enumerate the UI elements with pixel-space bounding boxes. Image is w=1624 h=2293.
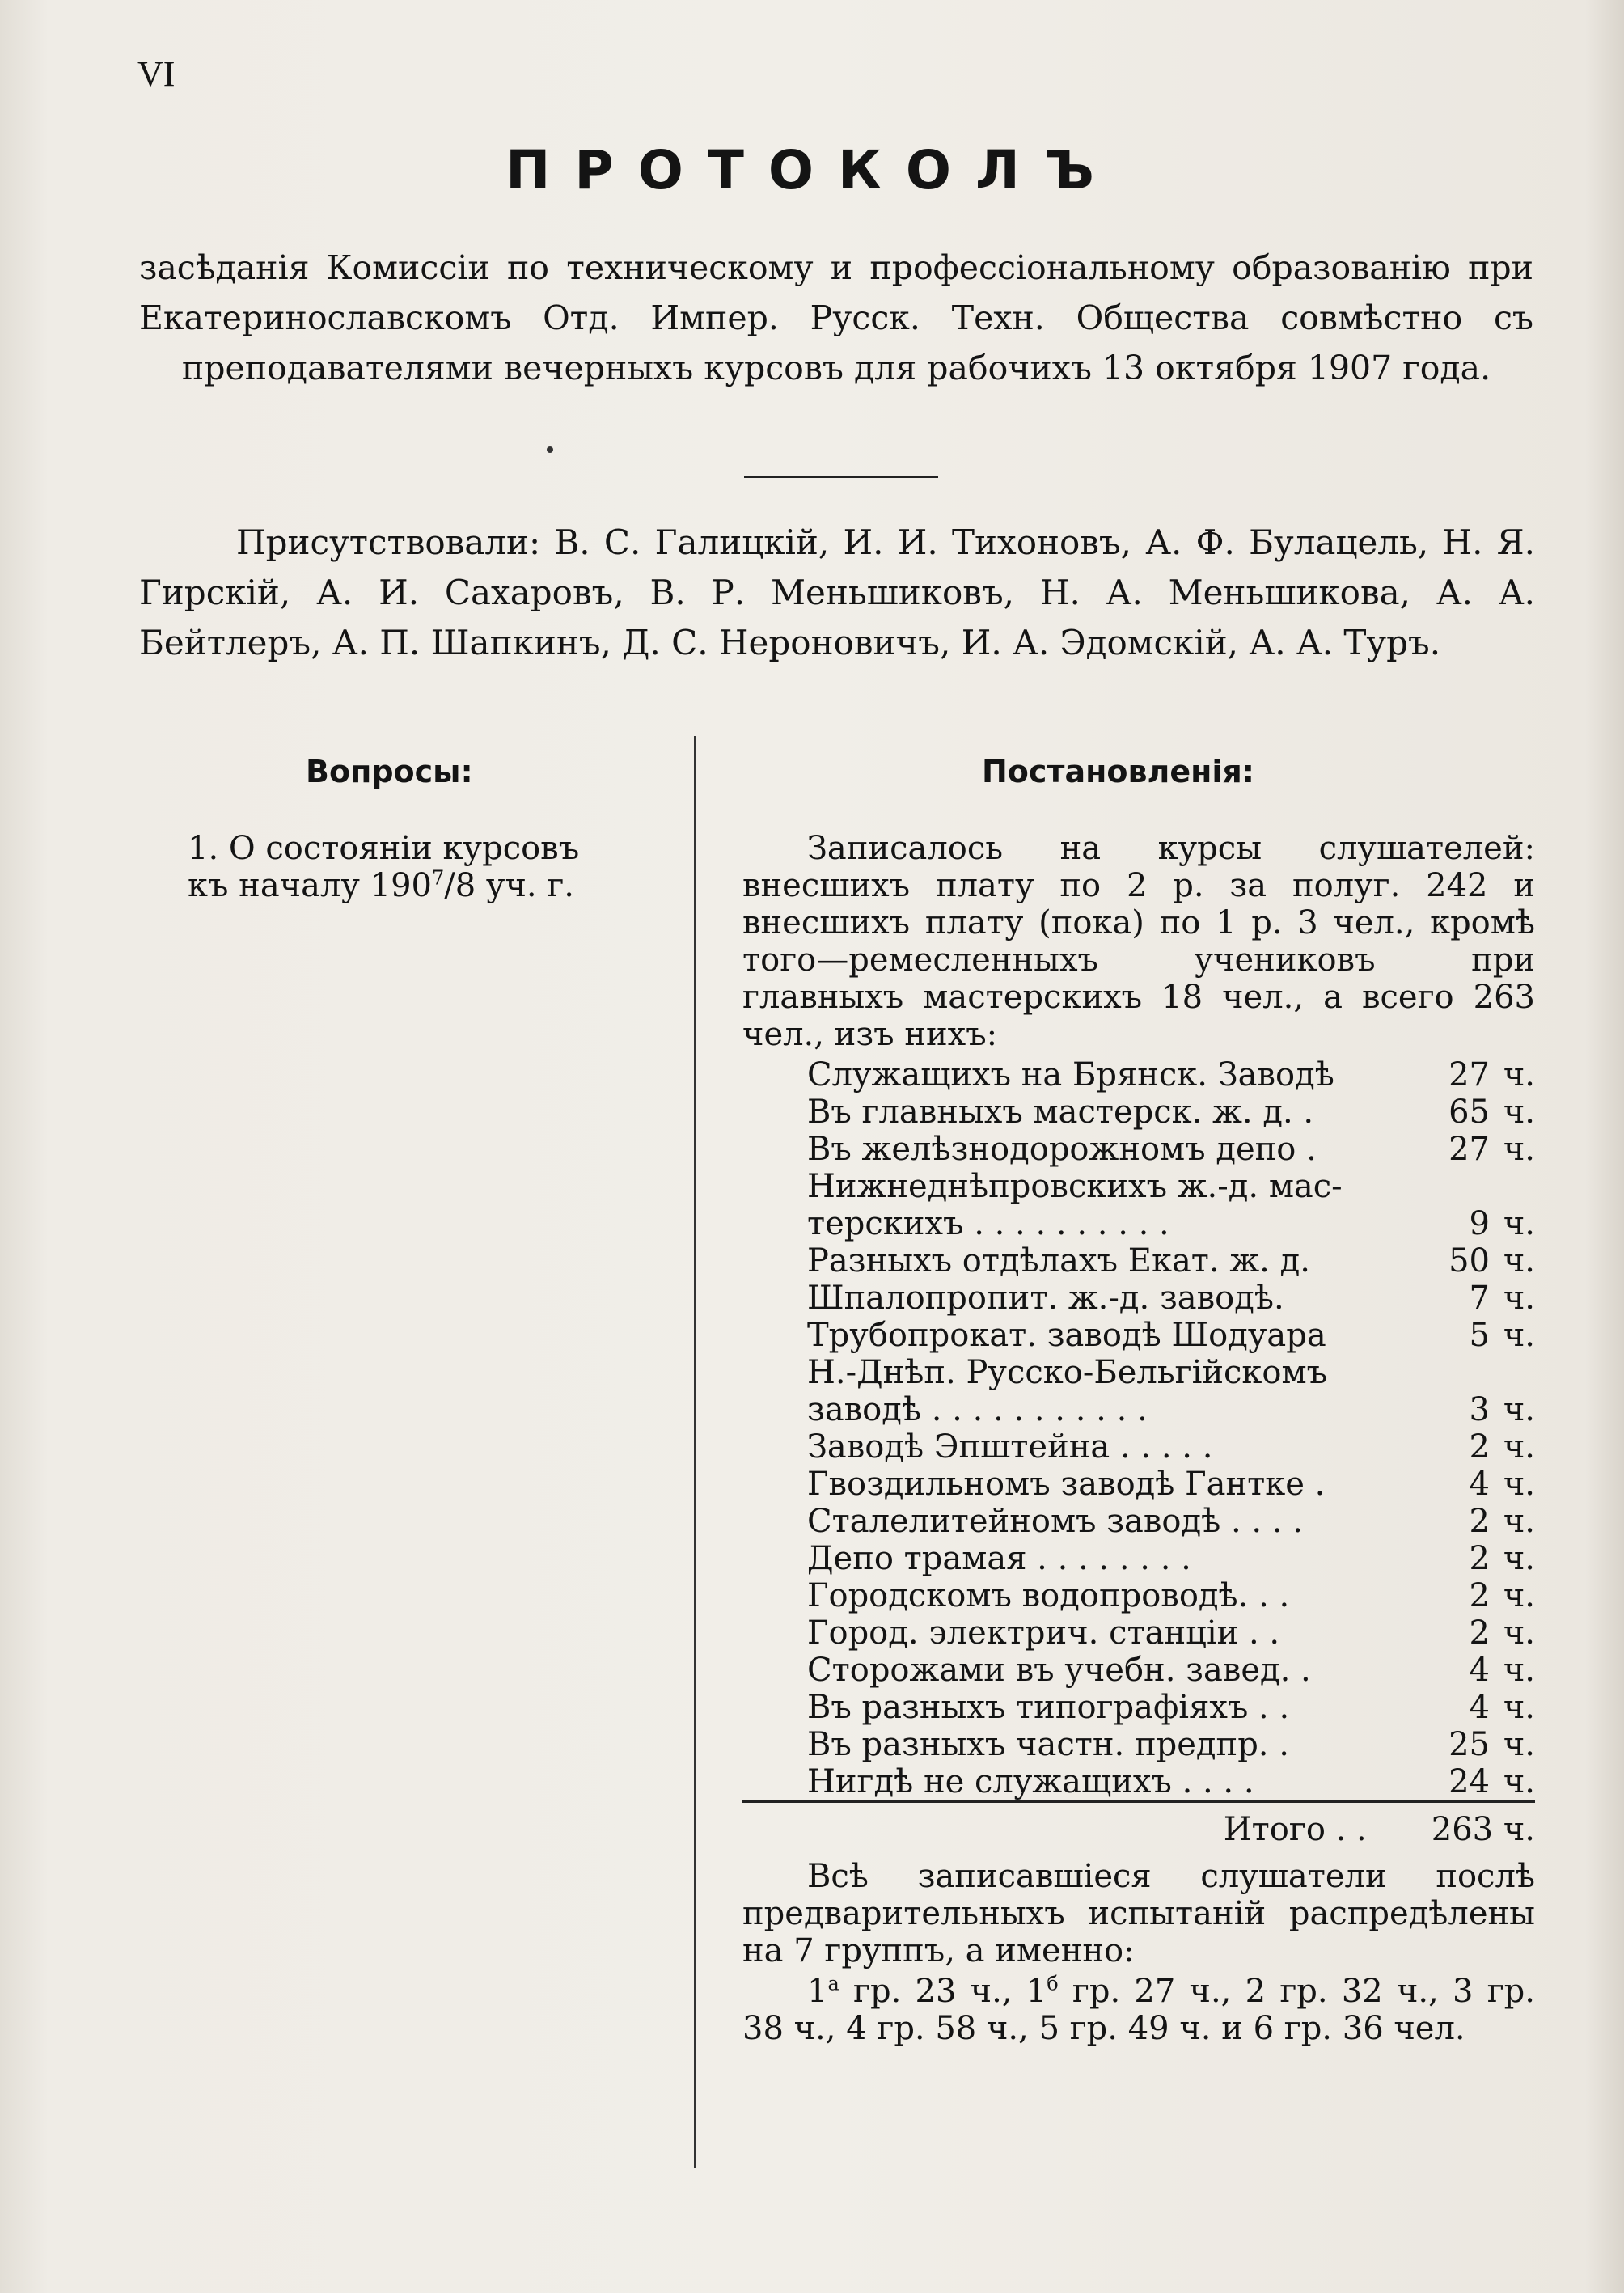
row-unit: ч.	[1503, 1131, 1535, 1168]
question-line-1: 1. О состояніи курсовъ	[188, 830, 580, 867]
decision-intro: Записалось на курсы слушателей: внесшихъ плату по 2 р. за полуг. 242 и внесшихъ плату (пока) по 1 р. 3 чел., кромѣ того—ремесленныхъ учениковъ при главныхъ мастерскихъ 18 чел., а всего 263 чел., изъ нихъ:	[742, 830, 1535, 1053]
row-unit: ч.	[1503, 1726, 1535, 1763]
row-value: 2	[1469, 1614, 1490, 1652]
row-label: Сталелитейномъ заводѣ . . . .	[807, 1503, 1303, 1540]
row-unit: ч.	[1503, 1391, 1535, 1428]
table-row	[742, 1466, 1535, 1503]
table-row	[742, 1280, 1535, 1317]
row-value: 2	[1469, 1540, 1490, 1577]
row-value: 65	[1448, 1094, 1490, 1131]
total-row	[742, 1811, 1535, 1851]
row-value: 4	[1469, 1652, 1490, 1689]
question-line-2	[188, 867, 624, 904]
row-value: 9	[1469, 1205, 1490, 1242]
table-row	[742, 1168, 1535, 1205]
document-subtitle: засѣданія Комиссіи по техническому и профессіональному образованію при Екатеринославскомъ Отд. Импер. Русск. Техн. Общества совмѣстно съ преподавателями вечерныхъ курсовъ для рабочихъ 13 октября 1907 года.	[139, 248, 1533, 387]
table-row	[742, 1540, 1535, 1577]
row-unit: ч.	[1503, 1652, 1535, 1689]
row-unit: ч.	[1503, 1094, 1535, 1131]
row-label: Разныхъ отдѣлахъ Екат. ж. д.	[807, 1242, 1310, 1280]
table-row	[742, 1428, 1535, 1466]
row-value: 27	[1448, 1131, 1490, 1168]
row-value: 5	[1469, 1317, 1490, 1354]
row-value: 4	[1469, 1689, 1490, 1726]
row-value: 7	[1469, 1280, 1490, 1317]
row-unit: ч.	[1503, 1763, 1535, 1800]
row-label: Нижнеднѣпровскихъ ж.-д. мас-	[807, 1168, 1343, 1205]
group-1b: гр. 27 ч.,	[1072, 1973, 1232, 2010]
table-row	[742, 1131, 1535, 1168]
row-label: Заводѣ Эпштейна . . . . .	[807, 1428, 1213, 1466]
question-year-prefix: къ началу 190	[188, 867, 432, 904]
row-unit: ч.	[1503, 1280, 1535, 1317]
table-row	[742, 1577, 1535, 1614]
groups-paragraph: $1^а$ гр. 23 ч., $1^б$ гр. 27 ч., 2 гр. 32 ч., 3 гр. 38 ч., 4 гр. 58 ч., 5 гр. 49 ч. и 6 гр. 36 чел.	[742, 1972, 1536, 2047]
row-label: Въ разныхъ типографіяхъ . .	[807, 1689, 1290, 1726]
row-label: Город. электрич. станціи . .	[807, 1614, 1280, 1652]
row-unit: ч.	[1503, 1540, 1535, 1577]
row-unit: ч.	[1503, 1466, 1535, 1503]
row-label: Гвоздильномъ заводѣ Гантке .	[807, 1466, 1326, 1503]
table-row	[742, 1614, 1535, 1652]
row-unit: ч.	[1503, 1577, 1535, 1614]
row-value: 27	[1448, 1056, 1490, 1094]
document-title: ПРОТОКОЛЪ	[505, 139, 1119, 201]
row-label: Нигдѣ не служащихъ . . . .	[807, 1763, 1254, 1800]
row-value: 2	[1469, 1577, 1490, 1614]
group-1a-sup: а	[827, 1972, 839, 1995]
row-label: Въ разныхъ частн. предпр. .	[807, 1726, 1289, 1763]
attendees-paragraph: Присутствовали: В. С. Галицкій, И. И. Тихоновъ, А. Ф. Булацель, Н. Я. Гирскій, А. И. Сахаровъ, В. Р. Меньшиковъ, Н. А. Меньшикова, А. А. Бейтлеръ, А. П. Шапкинъ, Д. С. Нероновичъ, И. А. Эдомскій, А. А. Туръ.	[139, 522, 1535, 662]
group-1b-sup: б	[1047, 1972, 1059, 1995]
row-value: 4	[1469, 1466, 1490, 1503]
table-row	[742, 1689, 1535, 1726]
row-label: Въ главныхъ мастерск. ж. д. .	[807, 1094, 1314, 1131]
row-label: Служащихъ на Брянск. Заводѣ	[807, 1056, 1334, 1094]
row-unit: ч.	[1503, 1056, 1535, 1094]
enrollment-list	[742, 1056, 1535, 1803]
total-label: Итого . .	[1223, 1811, 1367, 1848]
group-1a: гр. 23 ч.,	[853, 1973, 1013, 2010]
row-value: 3	[1469, 1391, 1490, 1428]
table-row	[742, 1354, 1535, 1391]
table-row	[742, 1205, 1535, 1242]
question-year-sup: 7	[431, 866, 445, 890]
row-value: 24	[1448, 1763, 1490, 1800]
row-unit: ч.	[1503, 1614, 1535, 1652]
row-label: Шпалопропит. ж.-д. заводѣ.	[807, 1280, 1284, 1317]
row-value: 25	[1448, 1726, 1490, 1763]
table-row	[742, 1391, 1535, 1428]
question-item	[188, 830, 624, 904]
row-unit: ч.	[1503, 1242, 1535, 1280]
decisions-header: Постановленія:	[982, 754, 1254, 789]
row-unit: ч.	[1503, 1317, 1535, 1354]
decision-block	[742, 830, 1535, 2047]
row-label: Городскомъ водопроводѣ. . .	[807, 1577, 1290, 1614]
table-row	[742, 1503, 1535, 1540]
row-unit: ч.	[1503, 1205, 1535, 1242]
table-row	[742, 1317, 1535, 1354]
table-row	[742, 1242, 1535, 1280]
table-row	[742, 1763, 1535, 1803]
total-value: 263 ч.	[1431, 1811, 1535, 1848]
row-label: Депо трамая . . . . . . . .	[807, 1540, 1191, 1577]
row-value: 2	[1469, 1428, 1490, 1466]
questions-header: Вопросы:	[306, 754, 473, 789]
column-divider	[694, 736, 696, 2168]
print-speck	[547, 446, 553, 453]
row-unit: ч.	[1503, 1428, 1535, 1466]
row-label: заводѣ . . . . . . . . . . .	[807, 1391, 1148, 1428]
row-label: Въ желѣзнодорожномъ депо .	[807, 1131, 1317, 1168]
row-unit: ч.	[1503, 1503, 1535, 1540]
table-row	[742, 1094, 1535, 1131]
separator-rule	[744, 476, 938, 478]
distribution-intro: Всѣ записавшіеся слушатели послѣ предварительныхъ испытаній распредѣлены на 7 группъ, а именно:	[742, 1858, 1535, 1969]
table-row	[742, 1056, 1535, 1094]
question-year-suffix: /8 уч. г.	[444, 867, 574, 904]
row-label: Н.-Днѣп. Русско-Бельгійскомъ	[807, 1354, 1328, 1391]
row-label: терскихъ . . . . . . . . . .	[807, 1205, 1169, 1242]
row-unit: ч.	[1503, 1689, 1535, 1726]
row-value: 2	[1469, 1503, 1490, 1540]
row-label: Сторожами въ учебн. завед. .	[807, 1652, 1311, 1689]
row-value: 50	[1448, 1242, 1490, 1280]
groups-rest: 2 гр. 32 ч., 3 гр. 38 ч., 4 гр. 58 ч., 5 гр. 49 ч. и 6 гр. 36 чел.	[742, 1973, 1536, 2047]
row-label: Трубопрокат. заводѣ Шодуара	[807, 1317, 1326, 1354]
table-row	[742, 1726, 1535, 1763]
table-row	[742, 1652, 1535, 1689]
page-number: VI	[137, 54, 176, 94]
